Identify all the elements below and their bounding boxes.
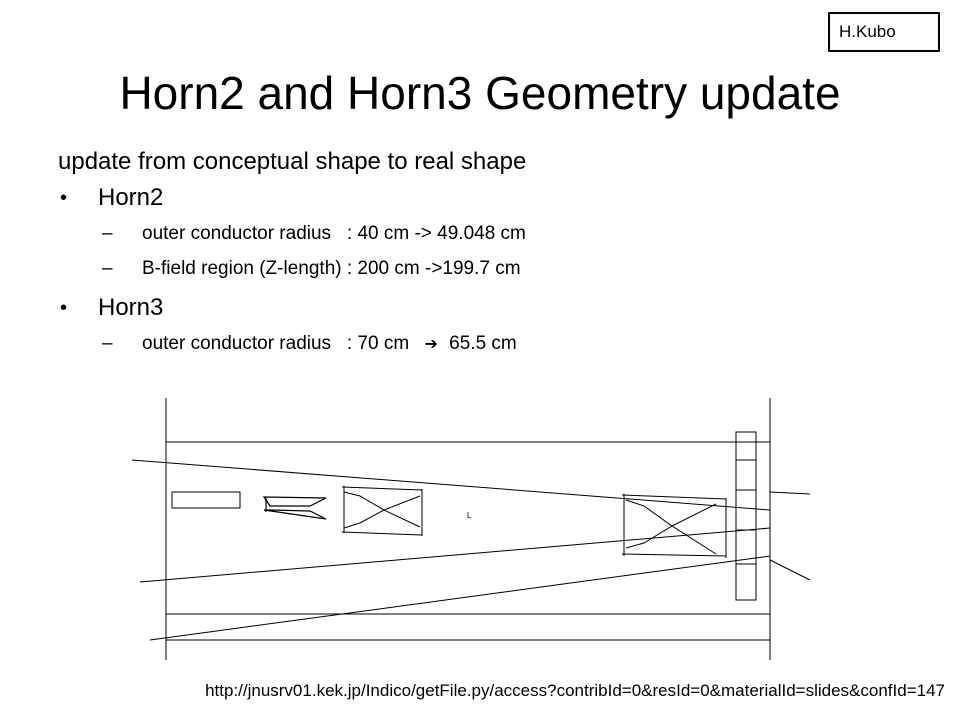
subitem-horn3-radius [58,326,918,361]
diagram-label: L [467,511,472,520]
bullet-label-horn3: Horn3 [98,294,164,321]
shield-column [736,432,756,600]
bullet-label-horn2: Horn2 [98,184,164,211]
subitem-text: outer conductor radius : 70 cm [142,333,410,354]
right-stub-upper [770,492,810,494]
horn-geometry-diagram [120,390,820,662]
arrow-right-icon: ➔ [424,334,438,353]
horn2-shape [342,486,422,536]
beam-upper-line [132,460,770,510]
author-label: H.Kubo [839,22,896,41]
author-box [828,12,940,52]
source-url[interactable]: http://jnusrv01.kek.jp/Indico/getFile.py/access?contribId=0&resId=0&materialId=slides&confId=147 [205,681,945,700]
page-title: Horn2 and Horn3 Geometry update [119,67,841,119]
intro-text: update from conceptual shape to real shape [58,148,527,175]
dash-icon: – [102,258,113,279]
bullet-horn3 [58,290,918,326]
dash-icon: – [102,333,113,354]
horn3-shape [622,494,726,558]
subitem-horn2-bfield [58,251,918,286]
slide-body [58,144,918,361]
subitem-value: 65.5 cm [449,333,517,354]
dash-icon: – [102,223,113,244]
subitem-text: outer conductor radius : 40 cm -> 49.048 cm [142,223,526,244]
horn1-shape [264,497,326,519]
decay-pipe-line [150,556,770,640]
subitem-horn2-radius [58,216,918,251]
right-stub-lower [770,560,810,580]
bullet-horn2 [58,180,918,216]
bullet-icon: • [60,187,68,209]
bullet-icon: • [60,297,68,319]
target-box [172,492,240,508]
subitem-text: B-field region (Z-length) : 200 cm ->199.7 cm [142,258,521,279]
